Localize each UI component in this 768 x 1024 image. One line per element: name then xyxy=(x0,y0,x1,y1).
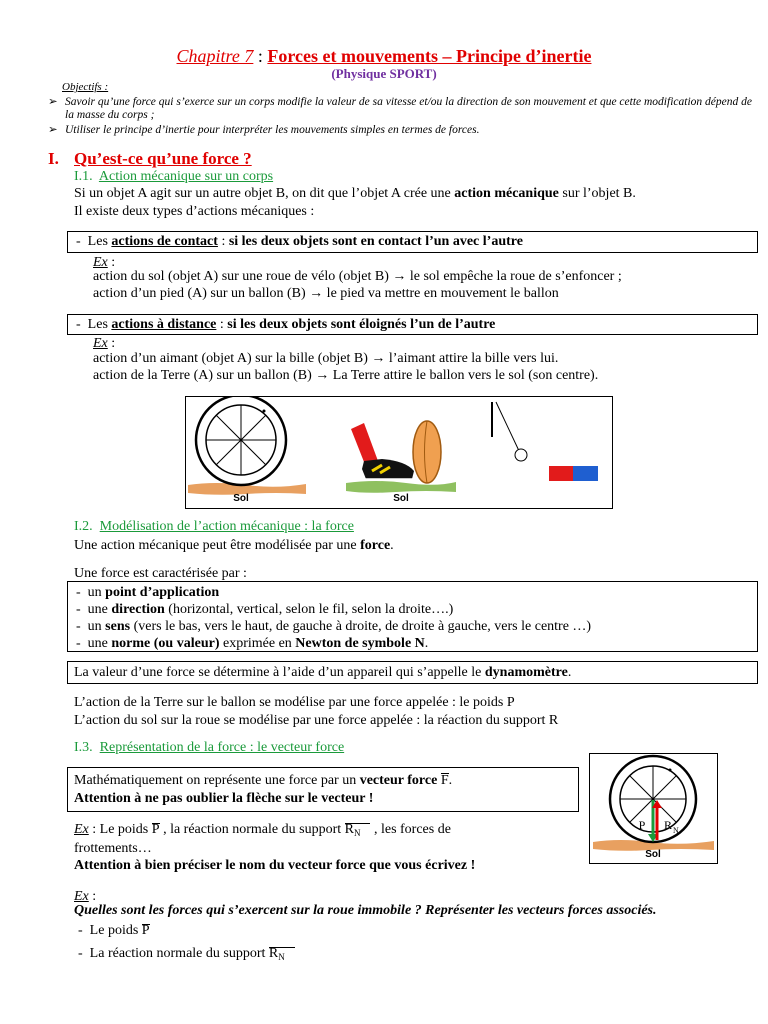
reaction-label: R xyxy=(664,818,673,832)
characteristic-item: - une norme (ou valeur) exprimée en Newton de symbole N. xyxy=(76,636,429,651)
subsection-heading: I.1. Action mécanique sur un corps xyxy=(74,169,274,184)
rugby-ball-icon xyxy=(413,421,441,483)
example-label: Ex : xyxy=(74,889,97,904)
chapter-title xyxy=(0,46,768,67)
example-label: Ex : xyxy=(93,336,116,351)
example-line: action du sol (objet A) sur une roue de vélo (objet B) → le sol empêche la roue de s’enfoncer ; xyxy=(93,269,622,284)
sol-label-2: Sol xyxy=(393,493,409,504)
weight-label: P xyxy=(638,818,646,832)
definition-box-distance: - Les actions à distance : si les deux objets sont éloignés l’un de l’autre xyxy=(67,314,758,335)
paragraph: Une force est caractérisée par : xyxy=(74,566,247,581)
arrow-bullet-icon: ➢ xyxy=(48,124,58,136)
warning-text: Attention à bien préciser le nom du vecteur force que vous écrivez ! xyxy=(74,858,476,873)
reaction-subscript: N xyxy=(673,826,679,835)
chapter-subtitle: (Physique SPORT) xyxy=(331,66,437,81)
pendulum-icon xyxy=(492,402,527,461)
paragraph: frottements… xyxy=(74,841,152,856)
paragraph: Si un objet A agit sur un autre objet B, on dit que l’objet A crée une action mécanique sur l’objet B. xyxy=(74,186,636,201)
example-line: action d’un pied (A) sur un ballon (B) → le pied va mettre en mouvement le ballon xyxy=(93,286,559,301)
objective-item: ➢ Utiliser le principe d’inertie pour interpréter les mouvements simples en termes de forces. xyxy=(48,124,480,136)
paragraph: L’action de la Terre sur le ballon se modélise par une force appelée : le poids P xyxy=(74,695,515,710)
title-separator: : xyxy=(253,46,268,66)
paragraph: L’action du sol sur la roue se modélise par une force appelée : la réaction du support R xyxy=(74,713,559,728)
vector-definition-box: Mathématiquement on représente une force par un vecteur force F. Attention à ne pas oublier la flèche sur le vecteur ! xyxy=(67,767,579,812)
ground-middle-icon xyxy=(346,481,456,493)
wheel-forces-svg xyxy=(590,754,717,863)
characteristic-item: - une direction (horizontal, vertical, selon le fil, selon la droite….) xyxy=(76,602,454,617)
example-line: action de la Terre (A) sur un ballon (B) → La Terre attire le ballon vers le sol (son centre). xyxy=(93,368,599,383)
objective-item: ➢ Savoir qu’une force qui s’exerce sur un corps modifie la valeur de sa vitesse et/ou la direction de son mouvement et que cette modification dépend de la masse du corps ; xyxy=(48,96,752,121)
chapter-number: Chapitre 7 xyxy=(176,46,254,66)
answer-item: - La réaction normale du support $R_N$ xyxy=(78,946,295,965)
section-heading: I. Qu’est-ce qu’une force ? xyxy=(48,149,252,168)
bicycle-wheel-icon xyxy=(196,397,286,485)
characteristic-item: - un point d’application xyxy=(76,585,220,600)
kicking-foot-icon xyxy=(351,423,414,479)
actions-illustration xyxy=(185,396,613,509)
sol-label-1: Sol xyxy=(233,493,249,504)
sol-label: Sol xyxy=(645,849,661,860)
dynamometer-box: La valeur d’une force se détermine à l’aide d’un appareil qui s’appelle le dynamomètre. xyxy=(67,661,758,684)
answer-item: - Le poids P xyxy=(78,923,150,938)
chapter-name: Forces et mouvements – Principe d’inertie xyxy=(267,46,592,66)
magnet-icon xyxy=(549,466,598,481)
example-label: Ex : xyxy=(93,255,116,270)
paragraph: Une action mécanique peut être modélisée par une force. xyxy=(74,538,394,553)
definition-box-contact: - Les actions de contact : si les deux objets sont en contact l’un avec l’autre xyxy=(67,231,758,253)
paragraph: Il existe deux types d’actions mécaniques : xyxy=(74,204,315,219)
wheel-forces-figure xyxy=(589,753,718,864)
characteristic-item: - un sens (vers le bas, vers le haut, de gauche à droite, de droite à gauche, vers le centre …) xyxy=(76,619,592,634)
example-line: action d’un aimant (objet A) sur la bille (objet B) → l’aimant attire la bille vers lui. xyxy=(93,351,559,366)
question-text: Quelles sont les forces qui s’exercent sur la roue immobile ? Représenter les vecteurs forces associés. xyxy=(74,903,657,918)
force-characteristics-box xyxy=(67,581,758,652)
subsection-heading: I.3. Représentation de la force : le vecteur force xyxy=(74,740,345,755)
objectives-label: Objectifs : xyxy=(62,81,109,93)
arrow-bullet-icon: ➢ xyxy=(48,96,58,108)
illustration-svg xyxy=(186,397,612,508)
subsection-heading: I.2. Modélisation de l’action mécanique : la force xyxy=(74,519,354,534)
example-paragraph: Ex : Le poids P , la réaction normale du support $R_N$ , les forces de xyxy=(74,822,576,841)
